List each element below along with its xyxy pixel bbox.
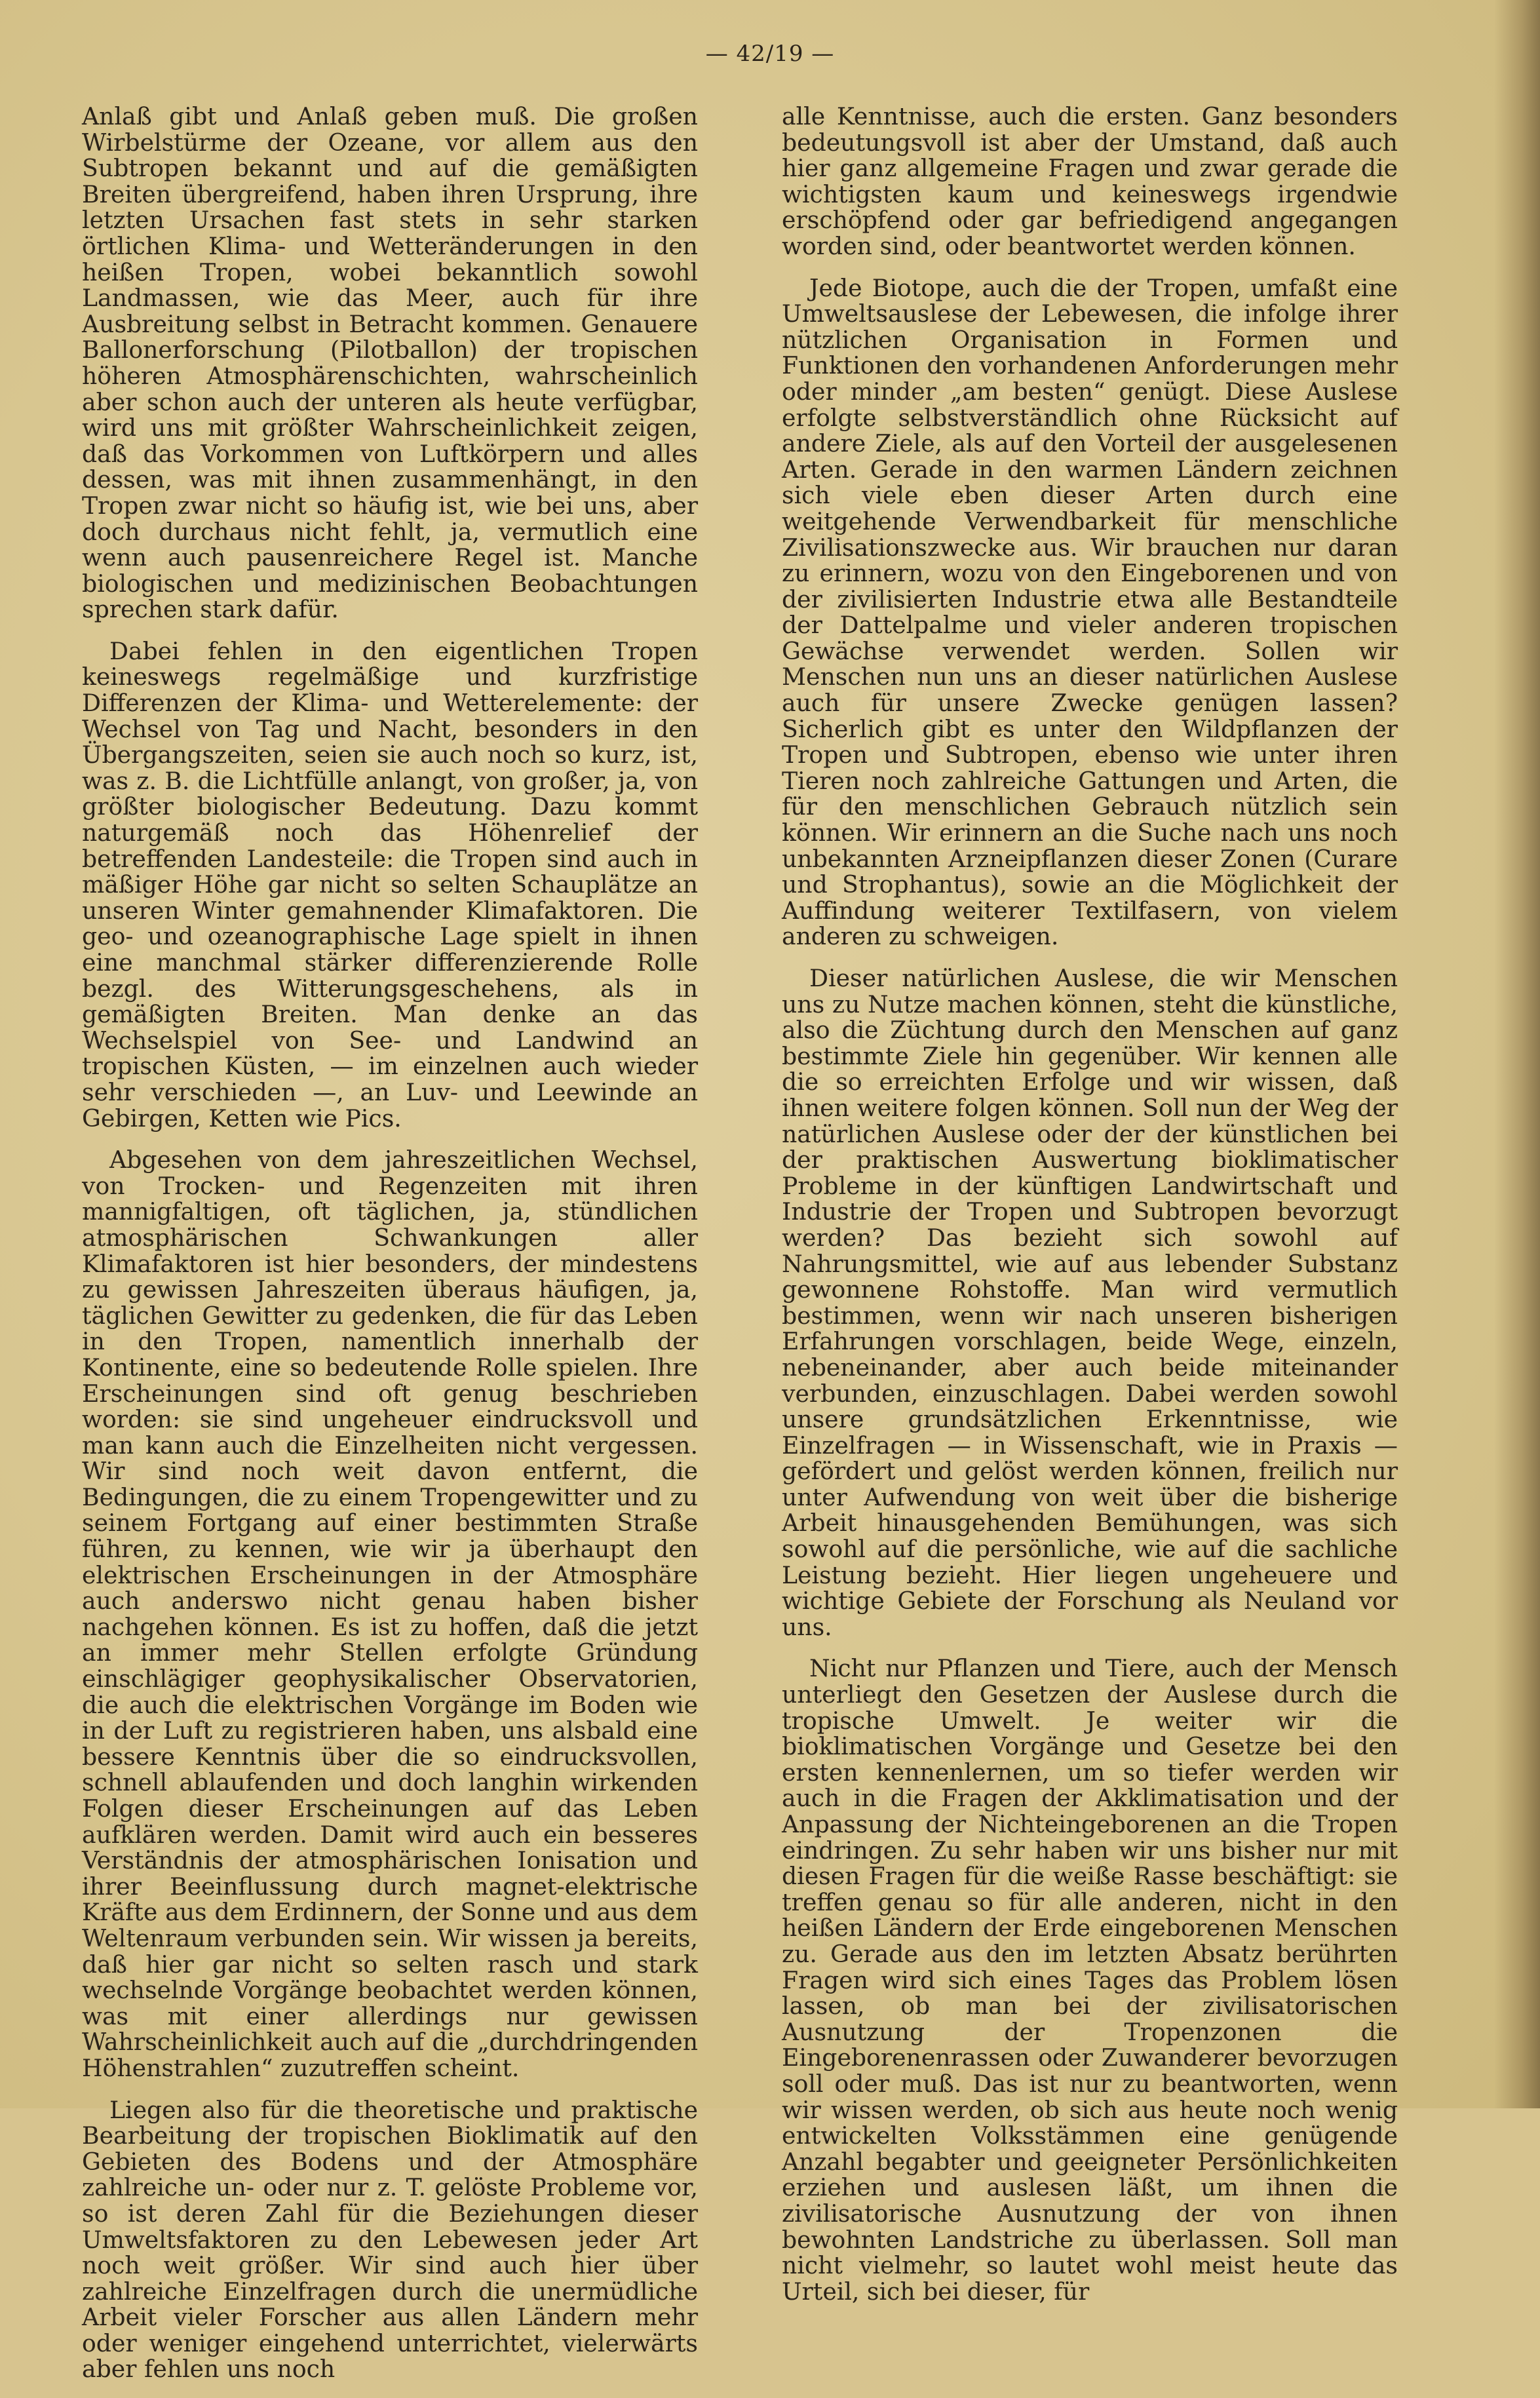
right-column — [782, 104, 1398, 2320]
page-spine-shadow — [1494, 0, 1540, 2108]
paragraph: Dabei fehlen in den eigentlichen Tropen keineswegs regelmäßige und kurzfristige Differenzen der Klima- und Wetterelemente: der Wechsel von Tag und Nacht, besonders in den Übergangszeiten, seien sie auch noch so kurz, ist, was z. B. die Lichtfülle anlangt, von großer, ja, von größter biologischer Bedeutung. Dazu kommt naturgemäß noch das Höhenrelief der betreffenden Landesteile: die Tropen sind auch in mäßiger Höhe gar nicht so selten Schauplätze an unseren Winter gemahnender Klimafaktoren. Die geo- und ozeanographische Lage spielt in ihnen eine manchmal stärker differenzierende Rolle bezgl. des Witterungsgeschehens, als in gemäßigten Breiten. Man denke an das Wechselspiel von See- und Landwind an tropischen Küsten, — im einzelnen auch wieder sehr verschieden —, an Luv- und Leewinde an Gebirgen, Ketten wie Pics. — [82, 636, 698, 1132]
paragraph: Anlaß gibt und Anlaß geben muß. Die großen Wirbelstürme der Ozeane, vor allem aus den Subtropen bekannt und auf die gemäßigten Breiten übergreifend, haben ihren Ursprung, ihre letzten Ursachen fast stets in sehr starken örtlichen Klima- und Wetteränderungen in den heißen Tropen, wobei bekanntlich sowohl Landmassen, wie das Meer, auch für ihre Ausbreitung selbst in Betracht kommen. Genauere Ballonerforschung (Pilotballon) der tropischen höheren Atmosphärenschichten, wahrscheinlich aber schon auch der unteren als heute verfügbar, wird uns mit größter Wahrscheinlichkeit zeigen, daß das Vorkommen von Luftkörpern und alles dessen, was mit ihnen zusammenhängt, in den Tropen zwar nicht so häufig ist, wie bei uns, aber doch durchaus nicht fehlt, ja, vermutlich eine wenn auch pausenreichere Regel ist. Manche biologischen und medizinischen Beobachtungen sprechen stark dafür. — [82, 102, 698, 624]
paragraph: Jede Biotope, auch die der Tropen, umfaßt eine Umweltsauslese der Lebewesen, die infolge ihrer nützlichen Organisation in Formen und Funktionen den vorhandenen Anforderungen mehr oder minder „am besten“ genügt. Diese Auslese erfolgte selbstverständlich ohne Rücksicht auf andere Ziele, als auf den Vorteil der ausgelesenen Arten. Gerade in den warmen Ländern zeichnen sich viele eben dieser Arten durch eine weitgehende Verwendbarkeit für menschliche Zivilisationszwecke aus. Wir brauchen nur daran zu erinnern, wozu von den Eingeborenen und von der zivilisierten Industrie etwa alle Bestandteile der Dattelpalme und vieler anderen tropischen Gewächse verwendet werden. Sollen wir Menschen nun uns an dieser natürlichen Auslese auch für unsere Zwecke genügen lassen? Sicherlich gibt es unter den Wildpflanzen der Tropen und Subtropen, ebenso wie unter ihren Tieren noch zahlreiche Gattungen und Arten, die für den menschlichen Gebrauch nützlich sein können. Wir erinnern an die Suche nach uns noch unbekannten Arzneipflanzen dieser Zonen (Curare und Strophantus), sowie an die Möglichkeit der Auffindung weiterer Textilfasern, von vielem anderen zu schweigen. — [782, 273, 1398, 951]
paragraph: Abgesehen von dem jahreszeitlichen Wechsel, von Trocken- und Regenzeiten mit ihren mannigfaltigen, oft täglichen, ja, stündlichen atmosphärischen Schwankungen aller Klimafaktoren ist hier besonders, der mindestens zu gewissen Jahreszeiten überaus häufigen, ja, täglichen Gewitter zu gedenken, die für das Leben in den Tropen, namentlich innerhalb der Kontinente, eine so bedeutende Rolle spielen. Ihre Erscheinungen sind oft genug beschrieben worden: sie sind ungeheuer eindrucksvoll und man kann auch die Einzelheiten nicht vergessen. Wir sind noch weit davon entfernt, die Bedingungen, die zu einem Tropengewitter und zu seinem Fortgang auf einer bestimmten Straße führen, zu kennen, wie wir ja überhaupt den elektrischen Erscheinungen in der Atmosphäre auch anderswo nicht genau haben bisher nachgehen können. Es ist zu hoffen, daß die jetzt an immer mehr Stellen erfolgte Gründung einschlägiger geophysikalischer Observatorien, die auch die elektrischen Vorgänge im Boden wie in der Luft zu registrieren haben, uns alsbald eine bessere Kenntnis über die so eindrucksvollen, schnell ablaufenden und doch langhin wirkenden Folgen dieser Erscheinungen auf das Leben aufklären werden. Damit wird auch ein besseres Verständnis der atmosphärischen Ionisation und ihrer Beeinflussung durch magnet-elektrische Kräfte aus dem Erdinnern, der Sonne und aus dem Weltenraum verbunden sein. Wir wissen ja bereits, daß hier gar nicht so selten rasch und stark wechselnde Vorgänge beobachtet werden können, was mit einer allerdings nur gewissen Wahrscheinlichkeit auch auf die „durchdringenden Höhenstrahlen“ zuzutreffen scheint. — [82, 1146, 698, 2082]
paragraph: Liegen also für die theoretische und praktische Bearbeitung der tropischen Bioklimatik auf den Gebieten des Bodens und der Atmosphäre zahlreiche un- oder nur z. T. gelöste Probleme vor, so ist deren Zahl für die Beziehungen dieser Umweltsfaktoren zu den Lebewesen jeder Art noch weit größer. Wir sind auch hier über zahlreiche Einzelfragen durch die unermüdliche Arbeit vieler Forscher aus allen Ländern mehr oder weniger eingehend unterrichtet, vielerwärts aber fehlen uns noch — [82, 2095, 698, 2384]
left-column — [82, 104, 698, 2398]
paragraph: alle Kenntnisse, auch die ersten. Ganz besonders bedeutungsvoll ist aber der Umstand, daß auch hier ganz allgemeine Fragen und zwar gerade die wichtigsten kaum und keineswegs irgendwie erschöpfend oder gar befriedigend angegangen worden sind, oder beantwortet werden können. — [782, 102, 1398, 260]
paragraph: Nicht nur Pflanzen und Tiere, auch der Mensch unterliegt den Gesetzen der Auslese durch die tropische Umwelt. Je weiter wir die bioklimatischen Vorgänge und Gesetze bei den ersten kennenlernen, um so tiefer werden wir auch in die Fragen der Akklimatisation und der Anpassung der Nichteingeborenen an die Tropen eindringen. Zu sehr haben wir uns bisher nur mit diesen Fragen für die weiße Rasse beschäftigt: sie treffen genau so für alle anderen, nicht in den heißen Ländern der Erde eingeborenen Menschen zu. Gerade aus den im letzten Absatz berührten Fragen wird sich eines Tages das Problem lösen lassen, ob man bei der zivilisatorischen Ausnutzung der Tropenzonen die Eingeborenenrassen oder Zuwanderer bevorzugen soll oder muß. Das ist nur zu beantworten, wenn wir wissen werden, ob sich aus heute noch wenig entwickelten Volksstämmen eine genügende Anzahl begabter und geeigneter Persönlichkeiten erziehen und auslesen läßt, um ihnen die zivilisatorische Ausnutzung der von ihnen bewohnten Landstriche zu überlassen. Soll man nicht vielmehr, so lautet wohl meist heute das Urteil, sich bei dieser, für — [782, 1654, 1398, 2306]
paragraph: Dieser natürlichen Auslese, die wir Menschen uns zu Nutze machen können, steht die künstliche, also die Züchtung durch den Menschen auf ganz bestimmte Ziele hin gegenüber. Wir kennen alle die so erreichten Erfolge und wir wissen, daß ihnen weitere folgen können. Soll nun der Weg der natürlichen Auslese oder der der künstlichen bei der praktischen Auswertung bioklimatischer Probleme in der künftigen Landwirtschaft und Industrie der Tropen und Subtropen bevorzugt werden? Das bezieht sich sowohl auf Nahrungsmittel, wie auf aus lebender Substanz gewonnene Rohstoffe. Man wird vermutlich bestimmen, wenn wir nach unseren bisherigen Erfahrungen vorschlagen, beide Wege, einzeln, nebeneinander, aber auch beide miteinander verbunden, einzuschlagen. Dabei werden sowohl unsere grundsätzlichen Erkenntnisse, wie Einzelfragen — in Wissenschaft, wie in Praxis — gefördert und gelöst werden können, freilich nur unter Aufwendung von weit über die bisherige Arbeit hinausgehenden Bemühungen, was sich sowohl auf die persönliche, wie auf die sachliche Leistung bezieht. Hier liegen ungeheuere und wichtige Gebiete der Forschung als Neuland vor uns. — [782, 964, 1398, 1641]
page-number: — 42/19 — — [705, 41, 835, 67]
